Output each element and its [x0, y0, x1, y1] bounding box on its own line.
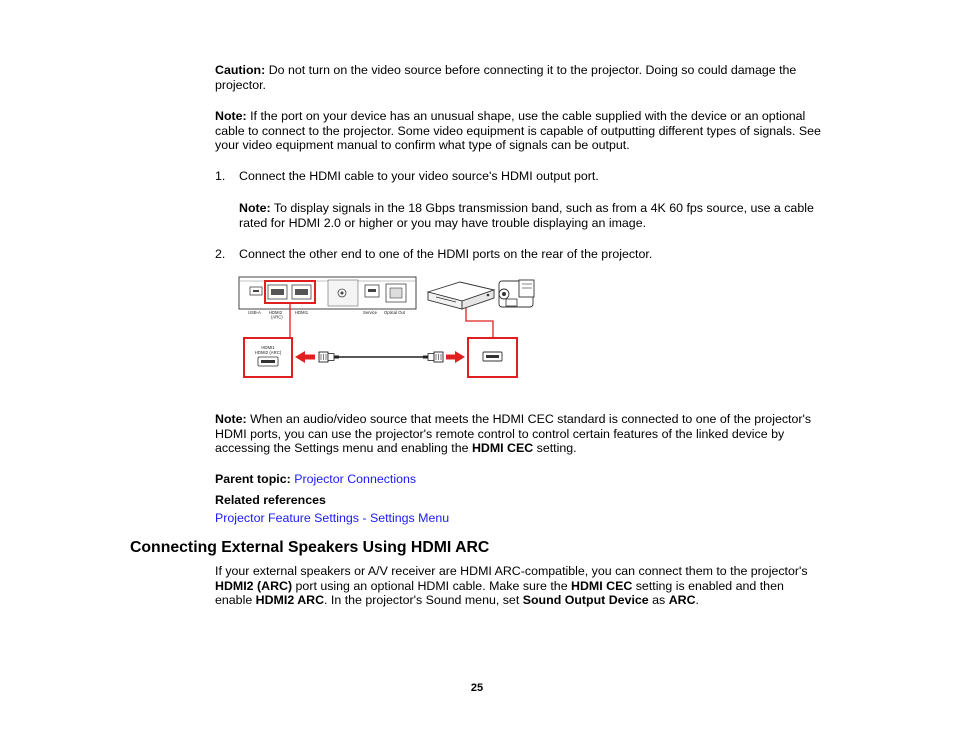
step-1-number: 1. [215, 169, 226, 183]
section-text-2: port using an optional HDMI cable. Make sure the [292, 578, 572, 593]
note-paragraph [215, 109, 827, 153]
step-1-note [239, 201, 829, 230]
cec-note-bold: HDMI CEC [471, 441, 534, 456]
section-bold-hdmi2-arc: HDMI2 (ARC) [215, 578, 293, 593]
related-reference-link[interactable]: Projector Feature Settings - Settings Menu [215, 511, 450, 525]
section-text-1: If your external speakers or A/V receiver are HDMI ARC-compatible, you can connect them to the projector's [215, 564, 808, 578]
section-text-3: setting is enabled and then enable [215, 578, 784, 608]
hdmi-connection-illustration [236, 270, 536, 382]
caution-label: Caution: [215, 63, 266, 77]
port-label-arc: (ARC) [271, 314, 283, 320]
port-label-optical-out: Optical Out [384, 310, 405, 315]
step-note-text: To display signals in the 18 Gbps transmission band, such as from a 4K 60 fps source, use a cable rated for HDMI 2.0 or higher or you may have trouble displaying an image. [239, 201, 814, 230]
related-references-item [215, 511, 827, 526]
section-bold-arc: ARC [668, 593, 696, 608]
section-text-6: . [695, 593, 699, 608]
step-2-number: 2. [215, 247, 226, 261]
section-heading: Connecting External Speakers Using HDMI ARC [130, 539, 490, 556]
caution-paragraph [215, 63, 827, 92]
section-paragraph [215, 564, 815, 608]
port-label-hdmi2: HDMI2 [269, 310, 283, 315]
port-label-usb-a: USB-A [248, 310, 261, 315]
parent-topic [215, 472, 827, 487]
parent-topic-link[interactable]: Projector Connections [294, 472, 417, 486]
port-label-hdmi1: HDMI1 [295, 310, 309, 315]
section-text-5: as [648, 593, 669, 608]
caution-text: Do not turn on the video source before connecting it to the projector. Doing so could damage the projector. [215, 63, 797, 92]
port-labels [248, 310, 406, 320]
hdmi-cable [319, 352, 443, 362]
arrow-right-icon [455, 351, 465, 363]
section-bold-hdmi2-arc-setting: HDMI2 ARC [255, 593, 325, 608]
section-bold-sound-output-device: Sound Output Device [522, 593, 649, 608]
note-text: If the port on your device has an unusual shape, use the cable supplied with the device or an optional cable to connect to the projector. Some video equipment is capable of outputting different types of signals. See your video equipment manual to confirm what type of signals can be output. [215, 109, 821, 153]
callout-label-hdmi1: HDMI1 [261, 345, 275, 350]
section-text-4: . In the projector's Sound menu, set [324, 593, 523, 608]
callout-label-hdmi2-arc: HDMI2 (ARC) [254, 350, 282, 355]
camcorder-icon [499, 280, 534, 307]
step-1-text: Connect the HDMI cable to your video source's HDMI output port. [239, 169, 599, 183]
related-references-heading: Related references [215, 493, 326, 507]
cec-note-label: Note: [215, 412, 247, 426]
cec-note-text-1: When an audio/video source that meets the HDMI CEC standard is connected to one of the projector's HDMI ports, you can use the projector's remote control to control certain features of the linked device by accessing the Settings menu and enabling the [215, 412, 812, 456]
arrow-left-icon [295, 351, 305, 363]
note-label: Note: [215, 109, 247, 123]
port-label-service: Service [363, 310, 377, 315]
callout-line-right [466, 303, 493, 338]
cec-note-paragraph [215, 412, 827, 456]
parent-topic-label: Parent topic: [215, 472, 291, 486]
step-note-label: Note: [239, 201, 271, 215]
cec-note-text-2: setting. [533, 441, 577, 456]
video-player-icon [428, 282, 494, 309]
step-2-text: Connect the other end to one of the HDMI ports on the rear of the projector. [239, 247, 653, 261]
section-bold-hdmi-cec: HDMI CEC [571, 578, 633, 593]
page-number: 25 [470, 682, 484, 694]
